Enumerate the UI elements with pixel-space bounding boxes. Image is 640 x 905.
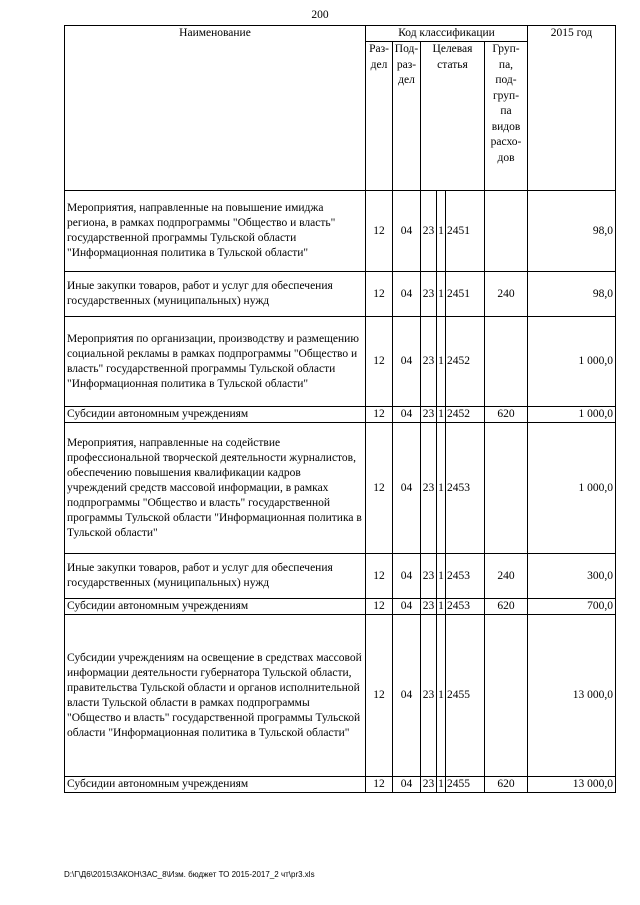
table-row xyxy=(65,554,616,599)
table-row xyxy=(65,272,616,317)
row-amount: 98,0 xyxy=(528,272,616,317)
row-amount: 13 000,0 xyxy=(528,777,616,793)
budget-table xyxy=(64,25,616,793)
row-target-subprogram: 1 xyxy=(437,317,446,407)
row-section: 12 xyxy=(366,272,393,317)
row-target-item: 2452 xyxy=(446,407,485,423)
row-subsection: 04 xyxy=(393,191,421,272)
row-target-item: 2451 xyxy=(446,272,485,317)
row-section: 12 xyxy=(366,407,393,423)
row-expense-group xyxy=(485,615,528,777)
table-row xyxy=(65,317,616,407)
row-target-program: 23 xyxy=(421,599,437,615)
row-expense-group: 620 xyxy=(485,777,528,793)
row-section: 12 xyxy=(366,615,393,777)
row-subsection: 04 xyxy=(393,407,421,423)
table-body xyxy=(65,191,616,793)
row-subsection: 04 xyxy=(393,272,421,317)
row-target-subprogram: 1 xyxy=(437,615,446,777)
row-name: Иные закупки товаров, работ и услуг для обеспечения государственных (муниципальных) нужд xyxy=(65,554,366,599)
row-target-item: 2451 xyxy=(446,191,485,272)
row-section: 12 xyxy=(366,423,393,554)
row-target-item: 2455 xyxy=(446,777,485,793)
column-header-subsection: Под- раз- дел xyxy=(393,42,421,191)
row-name: Субсидии автономным учреждениям xyxy=(65,407,366,423)
column-header-section: Раз- дел xyxy=(366,42,393,191)
row-target-program: 23 xyxy=(421,777,437,793)
row-name: Субсидии автономным учреждениям xyxy=(65,777,366,793)
row-amount: 1 000,0 xyxy=(528,317,616,407)
row-section: 12 xyxy=(366,599,393,615)
row-name: Субсидии учреждениям на освещение в средствах массовой информации деятельности губернатора Тульской области, правительства Тульской области и органов исполнительной власти Тульской области в рамках подпрограммы "Общество и власть" государственной программы Тульской области "Информационная политика в Тульской области" xyxy=(65,615,366,777)
row-target-subprogram: 1 xyxy=(437,599,446,615)
row-name: Мероприятия по организации, производству и размещению социальной рекламы в рамках подпрограммы "Общество и власть" государственной программы Тульской области "Информационная политика в Тульской области" xyxy=(65,317,366,407)
row-subsection: 04 xyxy=(393,317,421,407)
row-subsection: 04 xyxy=(393,554,421,599)
table-row xyxy=(65,777,616,793)
row-name: Иные закупки товаров, работ и услуг для обеспечения государственных (муниципальных) нужд xyxy=(65,272,366,317)
row-target-program: 23 xyxy=(421,423,437,554)
row-amount: 300,0 xyxy=(528,554,616,599)
row-target-subprogram: 1 xyxy=(437,777,446,793)
column-header-year: 2015 год xyxy=(528,26,616,191)
row-expense-group: 620 xyxy=(485,407,528,423)
column-header-group: Груп- па, под- груп- па видов расхо- дов xyxy=(485,42,528,191)
page-number: 200 xyxy=(311,9,329,21)
row-section: 12 xyxy=(366,317,393,407)
row-expense-group: 240 xyxy=(485,554,528,599)
row-target-subprogram: 1 xyxy=(437,554,446,599)
row-target-program: 23 xyxy=(421,272,437,317)
row-target-item: 2453 xyxy=(446,423,485,554)
row-expense-group: 620 xyxy=(485,599,528,615)
row-target-subprogram: 1 xyxy=(437,272,446,317)
table-row xyxy=(65,599,616,615)
column-header-code: Код классификации xyxy=(366,26,528,42)
row-target-program: 23 xyxy=(421,317,437,407)
row-subsection: 04 xyxy=(393,615,421,777)
row-subsection: 04 xyxy=(393,599,421,615)
row-name: Мероприятия, направленные на повышение имиджа региона, в рамках подпрограммы "Общество и власть" государственной программы Тульской области "Информационная политика в Тульской области" xyxy=(65,191,366,272)
row-target-item: 2453 xyxy=(446,554,485,599)
row-target-item: 2453 xyxy=(446,599,485,615)
column-header-name: Наименование xyxy=(65,26,366,191)
table-row xyxy=(65,423,616,554)
row-amount: 700,0 xyxy=(528,599,616,615)
table-row xyxy=(65,191,616,272)
column-header-target: Целевая статья xyxy=(421,42,485,191)
row-name: Мероприятия, направленные на содействие профессиональной творческой деятельности журналистов, обеспечению повышения квалификации кадров учреждений средств массовой информации, в рамках подпрограммы "Общество и власть" государственной программы Тульской области "Информационная политика в Тульской области" xyxy=(65,423,366,554)
table-row xyxy=(65,615,616,777)
row-target-program: 23 xyxy=(421,554,437,599)
row-target-subprogram: 1 xyxy=(437,191,446,272)
footer-file-path: D:\Г\Д6\2015\ЗАКОН\ЗАС_8\Изм. бюджет ТО 2015-2017_2 чт\pr3.xls xyxy=(64,870,315,879)
row-section: 12 xyxy=(366,554,393,599)
row-expense-group xyxy=(485,317,528,407)
row-expense-group xyxy=(485,191,528,272)
row-target-subprogram: 1 xyxy=(437,407,446,423)
row-section: 12 xyxy=(366,191,393,272)
row-amount: 1 000,0 xyxy=(528,407,616,423)
row-expense-group xyxy=(485,423,528,554)
row-target-program: 23 xyxy=(421,407,437,423)
row-section: 12 xyxy=(366,777,393,793)
row-subsection: 04 xyxy=(393,777,421,793)
row-target-program: 23 xyxy=(421,191,437,272)
row-subsection: 04 xyxy=(393,423,421,554)
row-target-item: 2455 xyxy=(446,615,485,777)
row-amount: 98,0 xyxy=(528,191,616,272)
row-amount: 13 000,0 xyxy=(528,615,616,777)
row-expense-group: 240 xyxy=(485,272,528,317)
row-name: Субсидии автономным учреждениям xyxy=(65,599,366,615)
table-row xyxy=(65,407,616,423)
row-amount: 1 000,0 xyxy=(528,423,616,554)
row-target-item: 2452 xyxy=(446,317,485,407)
row-target-program: 23 xyxy=(421,615,437,777)
row-target-subprogram: 1 xyxy=(437,423,446,554)
